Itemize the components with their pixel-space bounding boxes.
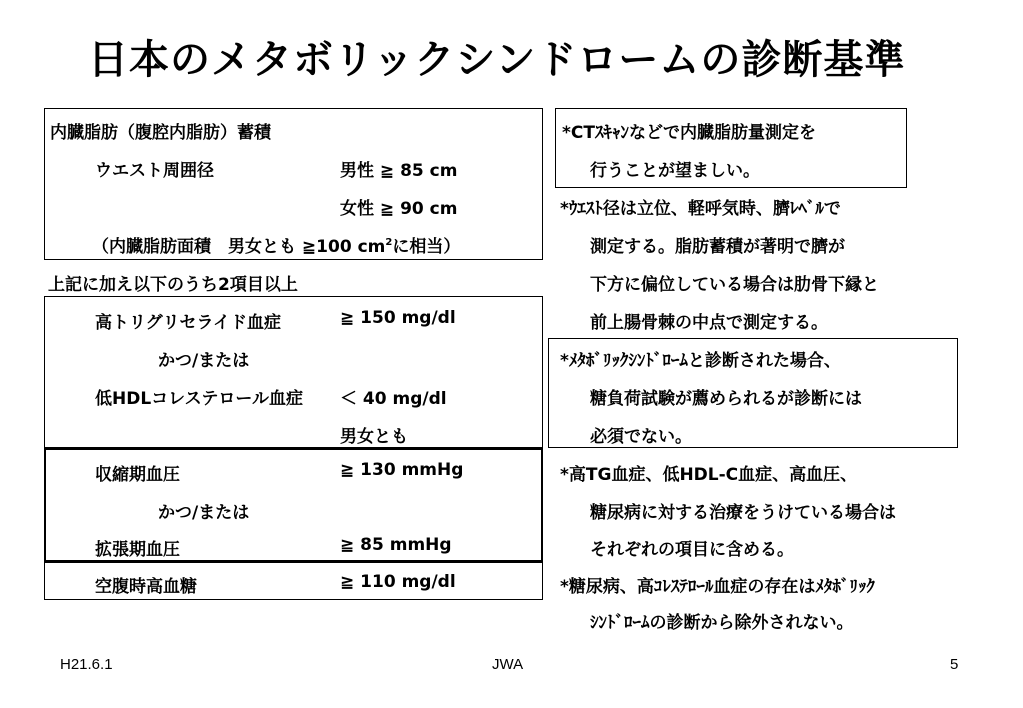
and-or-bp: かつ/または (158, 503, 250, 523)
note-diagnosis-line2: 糖負荷試験が薦められるが診断には (590, 389, 862, 409)
note-ct-line1: *CTｽｷｬﾝなどで内臓脂肪量測定を (562, 123, 816, 143)
footer-date: H21.6.1 (60, 656, 113, 673)
note-waist-line4: 前上腸骨棘の中点で測定する。 (590, 313, 828, 333)
note-waist-line1: *ｳｴｽﾄ径は立位、軽呼気時、臍ﾚﾍﾞﾙで (560, 199, 841, 219)
footer-page-number: 5 (950, 656, 959, 673)
fbs-value: ≧ 110 mg/dl (340, 572, 456, 592)
page-title: 日本のメタボリックシンドロームの診断基準 (88, 37, 906, 83)
sbp-label: 収縮期血圧 (95, 465, 180, 485)
note-diagnosis-line1: *ﾒﾀﾎﾞﾘｯｸｼﾝﾄﾞﾛｰﾑと診断された場合、 (560, 351, 841, 371)
dbp-value: ≧ 85 mmHg (340, 535, 452, 555)
and-or-lipid: かつ/または (158, 351, 250, 371)
waist-female-criterion: 女性 ≧ 90 cm (340, 199, 458, 219)
sbp-value: ≧ 130 mmHg (340, 460, 464, 480)
note-treatment-line1: *高TG血症、低HDL-C血症、高血圧、 (560, 465, 858, 485)
waist-male-criterion: 男性 ≧ 85 cm (340, 161, 458, 181)
visceral-area-note-main: （内臓脂肪面積 男女とも ≧100 cm (92, 237, 386, 257)
note-diabetes-line2: ｼﾝﾄﾞﾛｰﾑの診断から除外されない。 (590, 613, 854, 633)
note-diagnosis-line3: 必須でない。 (590, 427, 692, 447)
note-waist-line2: 測定する。脂肪蓄積が著明で臍が (590, 237, 845, 257)
visceral-area-note-end: に相当） (392, 237, 461, 257)
note-treatment-line3: それぞれの項目に含める。 (590, 540, 794, 560)
note-diabetes-line1: *糖尿病、高ｺﾚｽﾃﾛｰﾙ血症の存在はﾒﾀﾎﾞﾘｯｸ (560, 577, 875, 597)
visceral-fat-header: 内臓脂肪（腹腔内脂肪）蓄積 (50, 123, 271, 143)
note-waist-line3: 下方に偏位している場合は肋骨下縁と (590, 275, 879, 295)
footer-org: JWA (492, 656, 524, 673)
dbp-label: 拡張期血圧 (95, 540, 180, 560)
plus-two-items-label: 上記に加え以下のうち2項目以上 (48, 275, 298, 295)
note-treatment-line2: 糖尿病に対する治療をうけている場合は (590, 503, 896, 523)
hdl-label: 低HDLコレステロール血症 (95, 389, 303, 409)
visceral-area-note (92, 232, 460, 257)
note-ct-line2: 行うことが望ましい。 (590, 161, 760, 181)
waist-label: ウエスト周囲径 (95, 161, 214, 181)
tg-label: 高トリグリセライド血症 (95, 313, 281, 333)
fbs-label: 空腹時高血糖 (95, 577, 197, 597)
tg-value: ≧ 150 mg/dl (340, 308, 456, 328)
hdl-value: ＜ 40 mg/dl (340, 389, 447, 409)
hdl-sex-note: 男女とも (340, 427, 408, 447)
area-superscript: 2 (385, 237, 393, 248)
